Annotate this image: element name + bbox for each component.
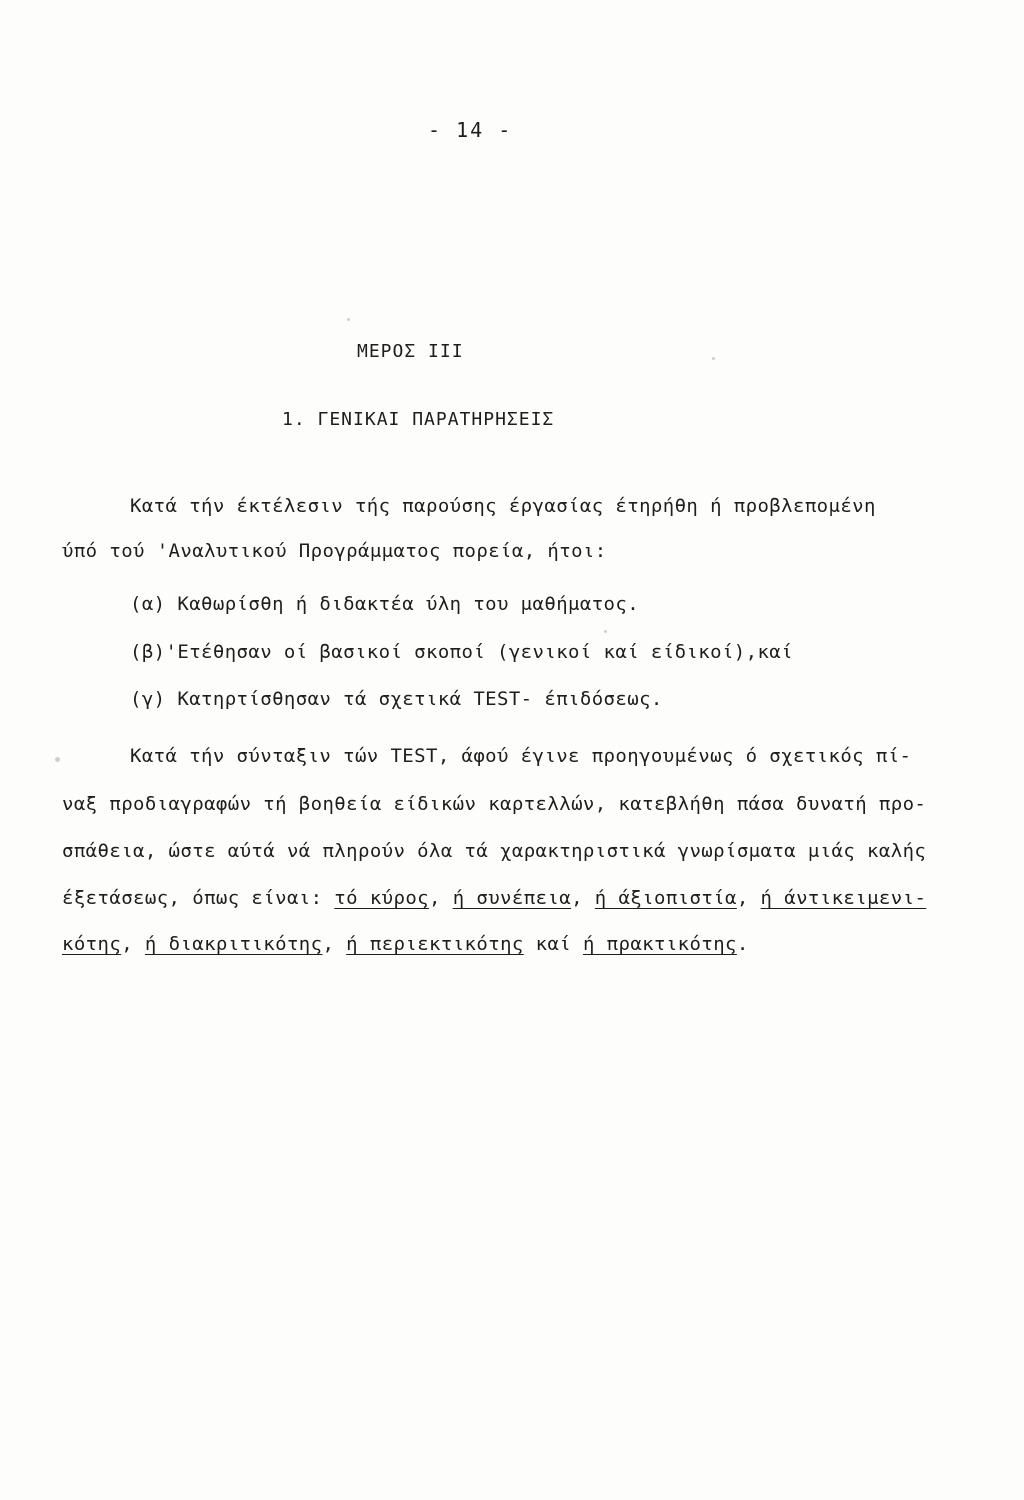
separator: , — [121, 933, 145, 955]
paragraph-2-line-3: σπάθεια, ώστε αύτά νά πληρούν όλα τά χαρακτηριστικά γνωρίσματα μιάς καλής — [62, 840, 927, 862]
term-reliability: ή άξιοπιστία — [594, 887, 737, 909]
scan-speck — [712, 357, 715, 360]
list-item-b: (β)'Ετέθησαν οί βασικοί σκοποί (γενικοί καί είδικοί),καί — [130, 641, 793, 663]
part-title: ΜΕΡΟΣ ΙΙΙ — [357, 341, 464, 362]
scan-speck — [55, 757, 60, 762]
paragraph-2-line-1: Κατά τήν σύνταξιν τών TEST, άφού έγινε προηγουμένως ό σχετικός πί- — [130, 745, 912, 767]
separator: , — [429, 887, 453, 909]
term-validity: τό κύρος — [334, 887, 430, 909]
paragraph-2-line-5 — [62, 933, 749, 955]
term-objectivity-part-1: ή άντικειμενι- — [760, 887, 927, 909]
page-number: - 14 - — [428, 118, 513, 142]
paragraph-2-line-4 — [62, 887, 926, 909]
list-item-a: (α) Καθωρίσθη ή διδακτέα ύλη του μαθήματος. — [130, 593, 640, 615]
separator: , — [571, 887, 595, 909]
term-comprehensiveness: ή περιεκτικότης — [346, 933, 524, 955]
separator: , — [322, 933, 347, 955]
term-objectivity-part-2: κότης — [62, 933, 122, 955]
term-consistency: ή συνέπεια — [452, 887, 572, 909]
scan-speck — [347, 318, 350, 321]
list-item-c: (γ) Κατηρτίσθησαν τά σχετικά TEST- έπιδόσεως. — [130, 688, 663, 710]
final-period: . — [736, 933, 749, 955]
section-title: 1. ΓΕΝΙΚΑΙ ΠΑΡΑΤΗΡΗΣΕΙΣ — [282, 409, 555, 430]
conjunction: καί — [523, 933, 583, 955]
line-4-intro: έξετάσεως, όπως είναι: — [62, 887, 335, 909]
separator: , — [736, 887, 761, 909]
term-discrimination: ή διακριτικότης — [144, 933, 323, 955]
paragraph-1-line-1: Κατά τήν έκτέλεσιν τής παρούσης έργασίας έτηρήθη ή προβλεπομένη — [130, 495, 876, 517]
paragraph-2-line-2: ναξ προδιαγραφών τή βοηθεία είδικών καρτελλών, κατεβλήθη πάσα δυνατή προ- — [62, 793, 927, 815]
scan-speck — [604, 630, 607, 633]
paragraph-1-line-2: ύπό τού 'Αναλυτικού Προγράμματος πορεία, ήτοι: — [62, 540, 607, 562]
term-practicality: ή πρακτικότης — [582, 933, 737, 955]
